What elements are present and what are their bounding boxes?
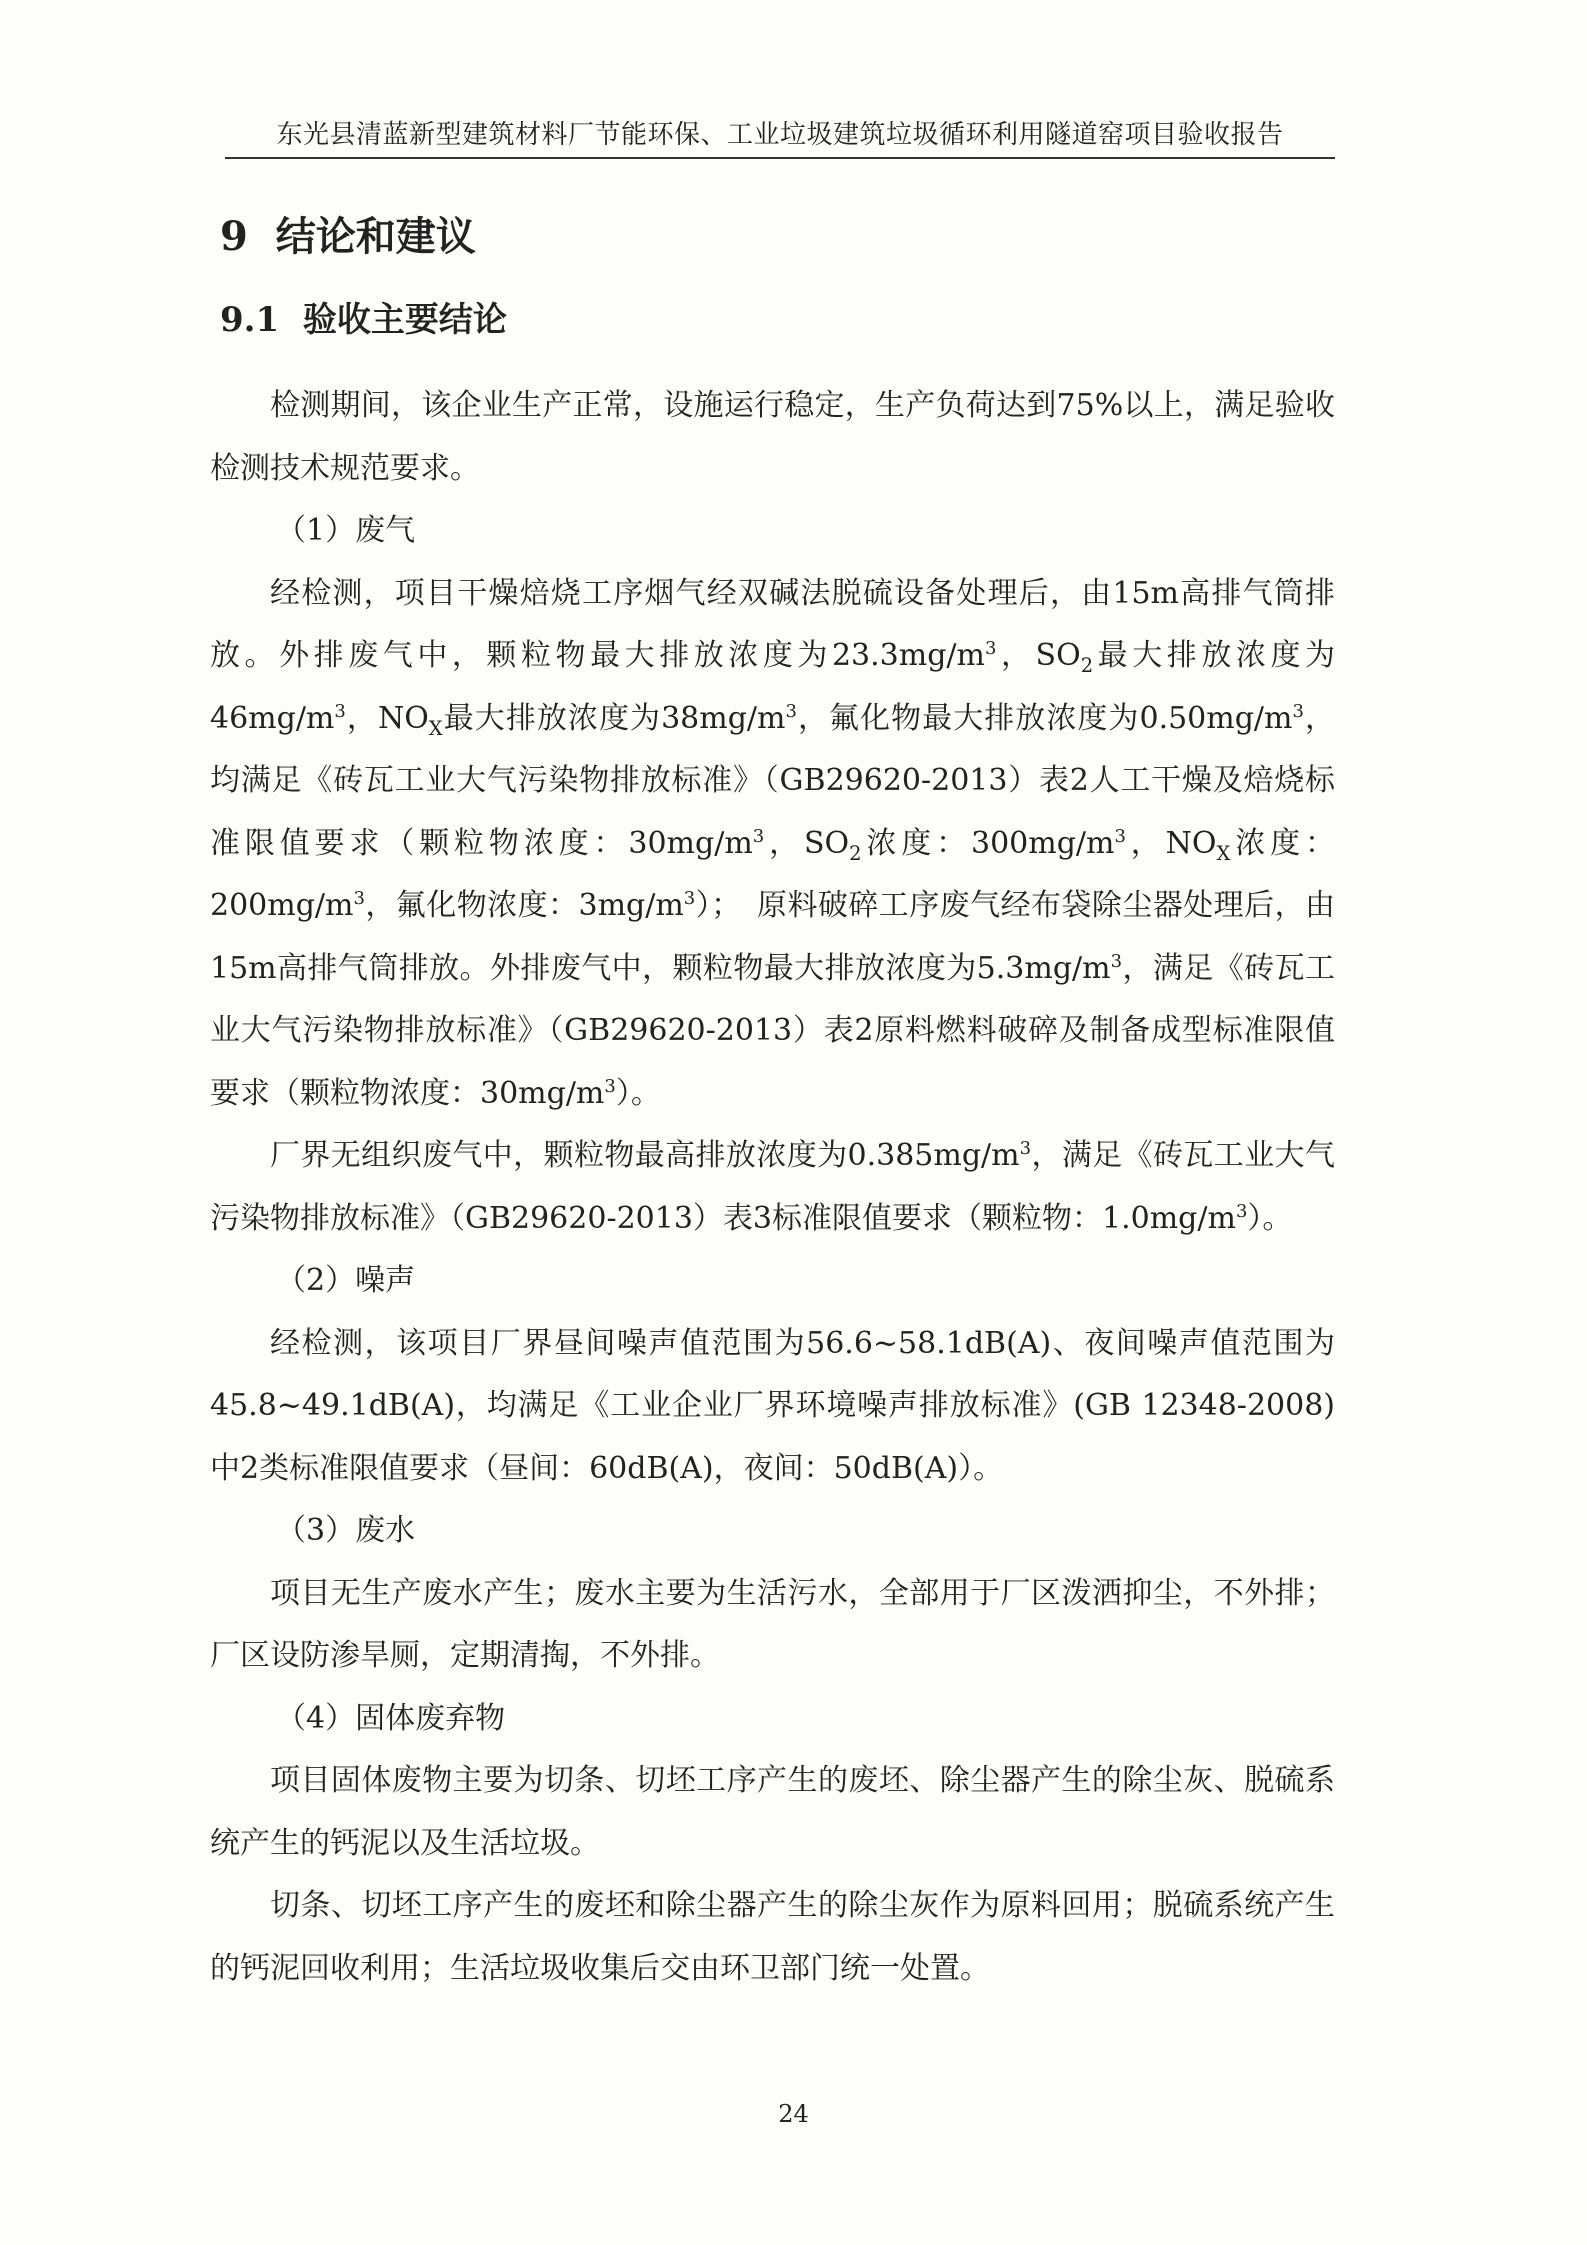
section-heading — [220, 205, 1335, 262]
noise-paragraph: 经检测，该项目厂界昼间噪声值范围为56.6~58.1dB(A)、夜间噪声值范围为45.8~49.1dB(A)，均满足《工业企业厂界环境噪声排放标准》(GB 12348-2008) 中2类标准限值要求（昼间：60dB(A)，夜间：50dB(A)）。 — [210, 1325, 1335, 1486]
page-number: 24 — [778, 2100, 809, 2128]
fugitive-gas-paragraph: 厂界无组织废气中，颗粒物最高排放浓度为$0.385mg/m^3$，满足《砖瓦工业大气污染物排放标准》（GB29620-2013）表3标准限值要求（颗粒物：$1.0mg/m^3$）。 — [210, 1138, 1335, 1236]
header-rule — [225, 157, 1335, 159]
waste-gas-paragraph: 经检测，项目干燥焙烧工序烟气经双碱法脱硫设备处理后，由15m高排气筒排放。外排废气中，颗粒物最大排放浓度为$23.3mg/m^3$，$SO_2$最大排放浓度为$46mg/m^3$，$NO_X$最大排放浓度为$38mg/m^3$，氟化物最大排放浓度为$0.50mg/m^3$，均满足《砖瓦工业大气污染物排放标准》（GB29620-2013）表2人工干燥及焙烧标准限值要求（颗粒物浓度：$30mg/m^3$，$SO_2$浓度：$300mg/m^3$，$NO_X$浓度：$200mg/m^3$，氟化物浓度：$3mg/m^3$）； 原料破碎工序废气经布袋除尘器处理后，由15m高排气筒排放。外排废气中，颗粒物最大排放浓度为$5.3mg/m^3$，满足《砖瓦工业大气污染物排放标准》（GB29620-2013）表2原料燃料破碎及制备成型标准限值要求（颗粒物浓度：$30mg/m^3$）。 — [210, 575, 1336, 1111]
subsection-number: 9.1 — [220, 300, 280, 340]
waste-gas-heading: （1）废气 — [276, 513, 416, 548]
solid-waste-paragraph-2: 切条、切坯工序产生的废坯和除尘器产生的除尘灰作为原料回用；脱硫系统产生的钙泥回收利用；生活垃圾收集后交由环卫部门统一处置。 — [210, 1888, 1335, 1986]
subsection-title: 验收主要结论 — [302, 300, 507, 340]
wastewater-paragraph: 项目无生产废水产生；废水主要为生活污水，全部用于厂区泼洒抑尘，不外排；厂区设防渗旱厕，定期清掏，不外排。 — [210, 1575, 1335, 1673]
running-header: 东光县清蓝新型建筑材料厂节能环保、工业垃圾建筑垃圾循环利用隧道窑项目验收报告 — [276, 120, 1284, 150]
section-number: 9 — [220, 213, 248, 260]
intro-paragraph: 检测期间，该企业生产正常，设施运行稳定，生产负荷达到75%以上，满足验收检测技术规范要求。 — [210, 388, 1335, 486]
noise-heading: （2）噪声 — [276, 1263, 416, 1298]
main-content — [210, 205, 1335, 2000]
subsection-heading — [220, 292, 1335, 341]
solid-waste-paragraph-1: 项目固体废物主要为切条、切坯工序产生的废坯、除尘器产生的除尘灰、脱硫系统产生的钙泥以及生活垃圾。 — [210, 1763, 1335, 1861]
wastewater-heading: （3）废水 — [276, 1513, 416, 1548]
solid-waste-heading: （4）固体废弃物 — [276, 1700, 506, 1736]
section-title: 结论和建议 — [275, 213, 476, 260]
